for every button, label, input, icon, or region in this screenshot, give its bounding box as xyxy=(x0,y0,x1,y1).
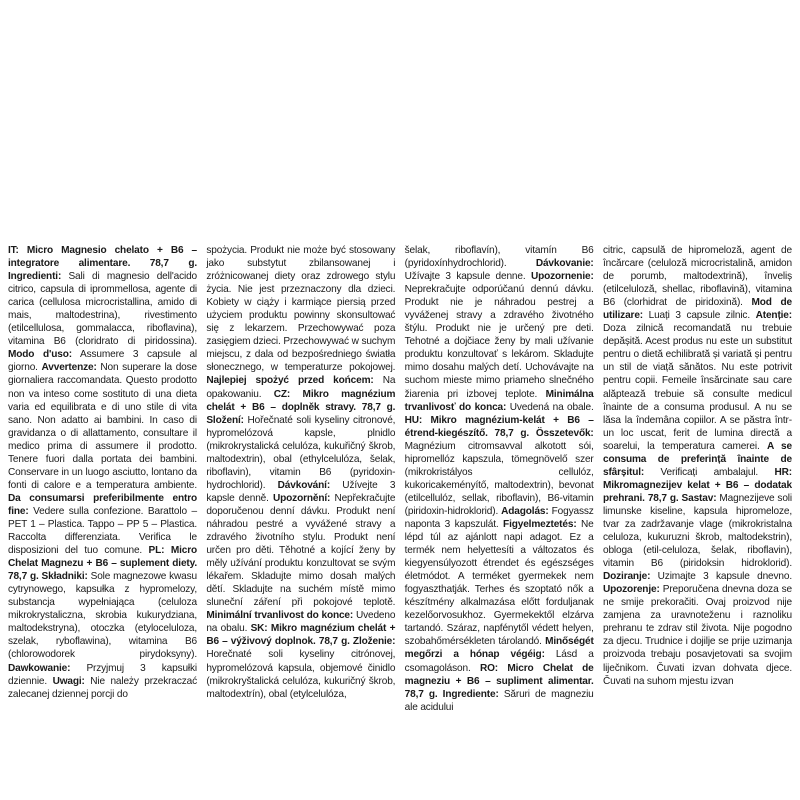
bold-text-run: Modo d'uso: xyxy=(8,349,72,361)
text-column-3 xyxy=(404,244,594,713)
bold-text-run: Minimální trvanlivost do konce: xyxy=(206,610,354,622)
bold-text-run: Uwagi: xyxy=(52,675,85,687)
text-run: Sali di magnesio dell'acido citrico, capsula di iprommellosa, agente di carica (cellulosa microcristallina, amido di mais, maltodestrina), rivestimento (etilcellulosa, gommalacca, riboflavina), vitamina B6 (cloridrato di piridossina). xyxy=(8,271,197,348)
text-run: Užívejte 3 kapsle denně. xyxy=(206,479,396,504)
column-paragraph xyxy=(405,244,594,714)
bold-text-run: CZ: Mikro magnézium chelát + B6 – doplněk stravy. 78,7 g. Složení: xyxy=(206,388,396,426)
text-run: Sole magnezowe kwasu cytrynowego, kapsułka z hypromelozy, substancja wypełniająca (celuloza mikrokrystaliczna, skrobia kukurydziana, maltodekstryna), otoczka (etyloceluloza, szelak, ryboflawina), witamina B6 (chlorowodorek pirydoksyny). xyxy=(8,571,197,661)
bold-text-run: HR: Mikromagnezijev kelat + B6 – dodatak prehrani. 78,7 g. Sastav: xyxy=(602,466,792,504)
text-run: Non superare la dose giornaliera raccomandata. Questo prodotto non va inteso come sostituto di una dieta varia ed equilibrata e di uno stile di vita sano. Non adatto ai bambini. In caso di gravidanza o di allattamento, consultare il medico prima di assumere il prodotto. Tenere fuori dalla portata dei bambini. Conservare in un luogo asciutto, lontano da fonti di calore e a temperatura ambiente. xyxy=(8,362,197,491)
text-run: Na opakowaniu. xyxy=(206,375,396,400)
bold-text-run: IT: Micro Magnesio chelato + B6 – integratore alimentare. 78,7 g. Ingredienti: xyxy=(8,245,197,283)
column-paragraph xyxy=(206,244,395,701)
label-text-block xyxy=(8,244,792,713)
text-run: Uvedená na obale. xyxy=(506,401,594,413)
text-run: Hořečnaté soli kyseliny citronové, hypromelózová kapsle, plnidlo (mikrokrystalická celulóza, kukuřičný škrob, maltodextrin), obal (ethylcelulóza, šelak, riboflavin), vitamin B6 (pyridoxin-hydrochlorid). xyxy=(206,414,396,491)
bold-text-run: Najlepiej spożyć przed końcem: xyxy=(206,375,374,387)
bold-text-run: Upozornění: xyxy=(273,492,331,504)
bold-text-run: Mod de utilizare: xyxy=(602,297,792,322)
bold-text-run: Minőségét megőrzi a hónap végéig: xyxy=(404,636,594,661)
bold-text-run: Da consumarsi preferibilmente entro fine: xyxy=(8,492,197,517)
text-run: Doza zilnică recomandată nu trebuie depășită. Acest produs nu este un substitut pentru o dietă echilibrată și variată și pentru un stil de viață sănătos. Nu este potrivit pentru copii. Femeile însărcinate sau care alăptează trebuie să consulte medicul înainte de a consuma produsul. A nu se lăsa la îndemâna copiilor. A se păstra într-un loc uscat, ferit de lumina directă a soarelui, la temperatura camerei. xyxy=(602,323,792,452)
bold-text-run: RO: Micro Chelat de magneziu + B6 – supliment alimentar. 78,7 g. Ingrediente: xyxy=(404,662,594,700)
bold-text-run: Dawkowanie: xyxy=(8,662,71,674)
text-run: Luați 3 capsule zilnic. xyxy=(643,310,756,322)
text-run: Magnezijeve soli limunske kiseline, kapsula hipromeloze, tvar za zadržavanje vlage (mikrokristalna celuloza, kukuruzni škrob, maltodekstrin), obloga (etil-celuloza, šelak, riboflavin), vitamin B6 (piridoksin hidroklorid). xyxy=(602,492,792,570)
text-run: Przyjmuj 3 kapsułki dziennie. xyxy=(8,662,197,687)
column-paragraph xyxy=(603,244,792,688)
text-run: Neprekračujte odporúčanú dennú dávku. Produkt nie je náhradou pestrej a vyváženej stravy a zdravého životného štýlu. Produkt nie je určený pre deti. Tehotné a dojčiace ženy by mali užívanie produktu konzultovať s lekárom. Skladujte mimo dosahu malých detí. Uchovávajte na suchom mieste mimo priameho slnečného žiarenia pri izbovej teplote. xyxy=(404,284,594,400)
bold-text-run: Figyelmeztetés: xyxy=(503,518,577,530)
text-run: Fogyassz naponta 3 kapszulát. xyxy=(404,505,594,530)
text-run: Assumere 3 capsule al giorno. xyxy=(8,349,197,374)
text-run: Lásd a csomagoláson. xyxy=(404,649,594,674)
bold-text-run: PL: Micro Chelat Magnezu + B6 – suplement diety. 78,7 g. Składniki: xyxy=(8,545,197,583)
bold-text-run: Adagolás: xyxy=(501,505,549,517)
text-run: Magnézium citromsavval alkotott sói, hipromellóz kapszula, tömegnövelő szer (mikrokristályos cellulóz, kukoricakeményítő, maltodextrin), bevonat (etilcellulóz, sellak, riboflavin), B6-vitamin (piridoxin-hidroklorid). xyxy=(404,440,594,517)
bold-text-run: Avvertenze: xyxy=(41,362,97,374)
text-run: citric, capsulă de hipromeloză, agent de încărcare (celuloză microcristalină, amidon de porumb, maltodextrină), înveliș (etilceluloză, shellac, riboflavină), vitamina B6 (clorhidrat de piridoxină). xyxy=(602,245,792,309)
text-run: Ne lépd túl az ajánlott napi adagot. Ez a termék nem helyettesíti a változatos és kiegyensúlyozott étrendet és egészséges életmódot. A terméket gyermekek nem fogyaszthatják. Terhes és szoptató nők a készítmény alkalmazása előtt forduljanak kezelőorvosukhoz. Gyermekektől elzárva tartandó. Száraz, napfénytől védett helyen, szobahőmérsékleten tárolandó. xyxy=(404,518,594,648)
text-run: Uvedeno na obalu. xyxy=(206,610,396,635)
bold-text-run: Atenție: xyxy=(755,310,792,322)
text-run: spożycia. Produkt nie może być stosowany jako substytut zbilansowanej i zróżnicowanej diety oraz zdrowego stylu życia. Nie jest przeznaczony dla dzieci. Kobiety w ciąży i karmiące piersią przed użyciem produktu powinny skonsultować się z lekarzem. Przechowywać poza zasięgiem dzieci. Przechowywać w suchym miejscu, z dala od bezpośredniego światła słonecznego, w temperaturze pokojowej. xyxy=(206,245,396,374)
text-run: šelak, riboflavín), vitamín B6 (pyridoxínhydrochlorid). xyxy=(404,245,594,270)
bold-text-run: SK: Mikro magnézium chelát + B6 – výživový doplnok. 78,7 g. Zloženie: xyxy=(206,623,396,648)
bold-text-run: Minimálna trvanlivosť do konca: xyxy=(404,388,594,413)
bold-text-run: Dávkování: xyxy=(277,479,331,491)
text-run: Horečnaté soli kyseliny citrónovej, hypromelózová kapsula, objemové činidlo (mikrokryštalická celulóza, kukuričný škrob, maltodextrín), obal (etylcelulóza, xyxy=(206,649,396,700)
bold-text-run: Dávkovanie: xyxy=(535,258,594,270)
text-run: Verificați ambalajul. xyxy=(644,466,775,478)
text-run: Preporučena dnevna doza se ne smije prekoračiti. Ovaj proizvod nije zamjena za uravnoteženu i raznoliku prehranu te zdrav stil života. Nije pogodno za djecu. Trudnice i dojilje se prije uzimanja proizvoda trebaju posavjetovati sa svojim liječnikom. Čuvati izvan dohvata djece. Čuvati na suhom mjestu izvan xyxy=(602,584,792,687)
text-column-2 xyxy=(206,244,396,700)
bold-text-run: Upozorenje: xyxy=(602,584,660,596)
text-column-1 xyxy=(8,244,197,700)
text-column-4 xyxy=(602,244,792,687)
text-run: Nie należy przekraczać zalecanej dziennej porcji do xyxy=(8,675,197,700)
column-paragraph xyxy=(8,244,197,701)
text-run: Săruri de magneziu ale acidului xyxy=(404,688,594,713)
text-run: Užívajte 3 kapsule denne. xyxy=(404,271,531,283)
bold-text-run: Upozornenie: xyxy=(530,271,594,283)
text-run: Vedere sulla confezione. Barattolo – PET 1 – Plastica. Tappo – PP 5 – Plastica. Raccolta differenziata. Verifica le disposizioni del tuo comune. xyxy=(8,505,197,557)
bold-text-run: A se consuma de preferință înainte de sfârșitul: xyxy=(602,440,792,478)
text-run: Nepřekračujte doporučenou denní dávku. Produkt není náhradou pestré a vyvážené stravy a zdravého životního stylu. Produkt není určen pro děti. Těhotné a kojící ženy by měly užívání produktu konzultovat se svým lékařem. Skladujte mimo dosah malých dětí. Skladujte na suchém místě mimo sluneční záření při pokojové teplotě. xyxy=(206,492,396,609)
bold-text-run: Doziranje: xyxy=(602,571,651,583)
text-run: Uzimajte 3 kapsule dnevno. xyxy=(650,571,792,583)
bold-text-run: HU: Mikro magnézium-kelát + B6 – étrend-kiegészítő. 78,7 g. Összetevők: xyxy=(404,414,594,439)
